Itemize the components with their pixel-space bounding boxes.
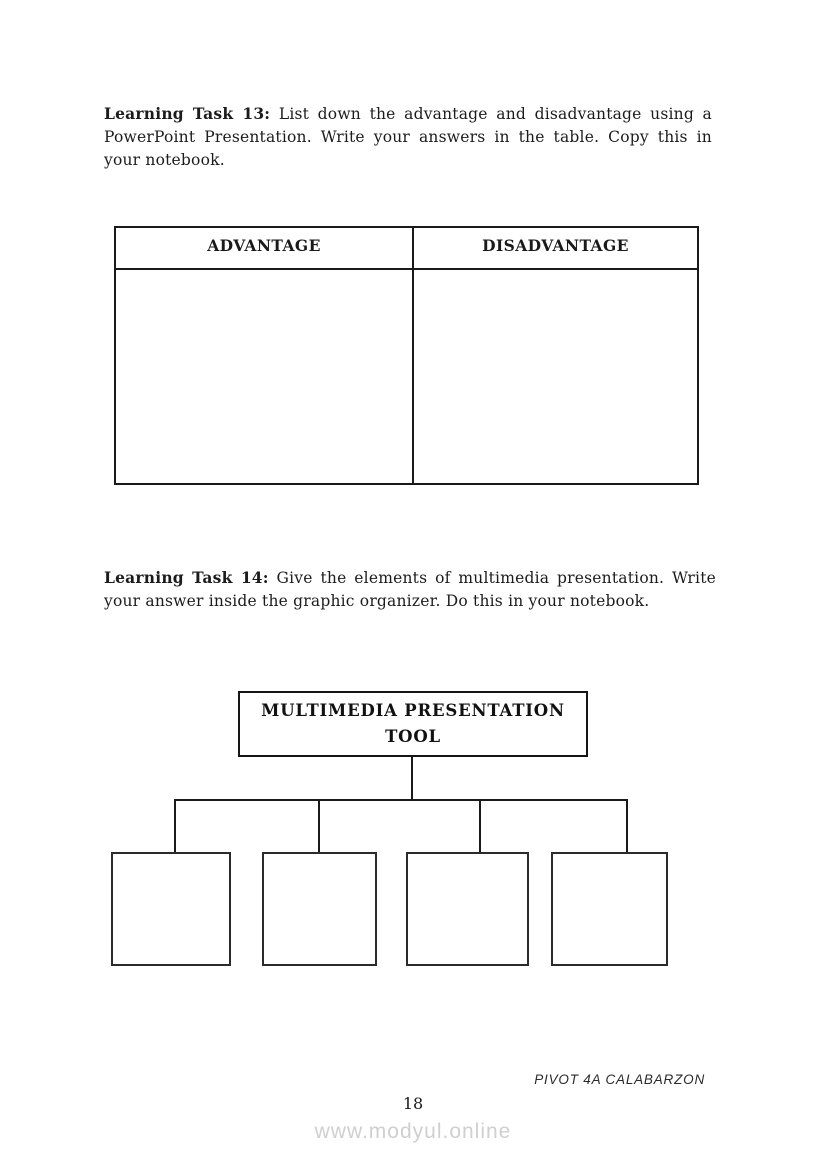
learning-task-14-paragraph: [104, 566, 716, 613]
footer-brand: PIVOT 4A CALABARZON: [534, 1072, 705, 1087]
organizer-root-label-line2: TOOL: [385, 727, 441, 746]
learning-task-14-text: Give the elements of multimedia presentation. Write your answer inside the graphic organizer. Do this in your notebook.: [104, 569, 717, 610]
disadvantage-header-cell: DISADVANTAGE: [482, 236, 629, 255]
watermark: www.modyul.online: [314, 1120, 512, 1143]
connector-drop-1: [174, 799, 176, 853]
organizer-box-1: [111, 852, 231, 966]
connector-vertical-main: [411, 757, 413, 800]
learning-task-13-paragraph: [104, 102, 712, 172]
table-body-row: [116, 270, 697, 483]
organizer-box-3: [406, 852, 529, 966]
organizer-root-label-line1: MULTIMEDIA PRESENTATION: [261, 701, 565, 720]
connector-horizontal: [174, 799, 628, 801]
advantage-empty-cell: [116, 270, 414, 483]
connector-drop-4: [626, 799, 628, 853]
advantage-disadvantage-table: [114, 226, 699, 485]
organizer-root-box: [238, 691, 588, 757]
page-number: 18: [402, 1094, 424, 1113]
table-header-row: [116, 228, 697, 270]
advantage-header-cell: ADVANTAGE: [116, 228, 414, 268]
disadvantage-empty-cell: [414, 270, 697, 483]
organizer-box-2: [262, 852, 377, 966]
organizer-box-4: [551, 852, 668, 966]
learning-task-14-label: Learning Task 14:: [104, 568, 269, 587]
learning-task-13-label: Learning Task 13:: [104, 104, 271, 123]
learning-task-13-text: List down the advantage and disadvantage using a PowerPoint Presentation. Write your answers in the table. Copy this in your notebook.: [104, 105, 712, 169]
connector-drop-3: [479, 799, 481, 853]
connector-drop-2: [318, 799, 320, 853]
